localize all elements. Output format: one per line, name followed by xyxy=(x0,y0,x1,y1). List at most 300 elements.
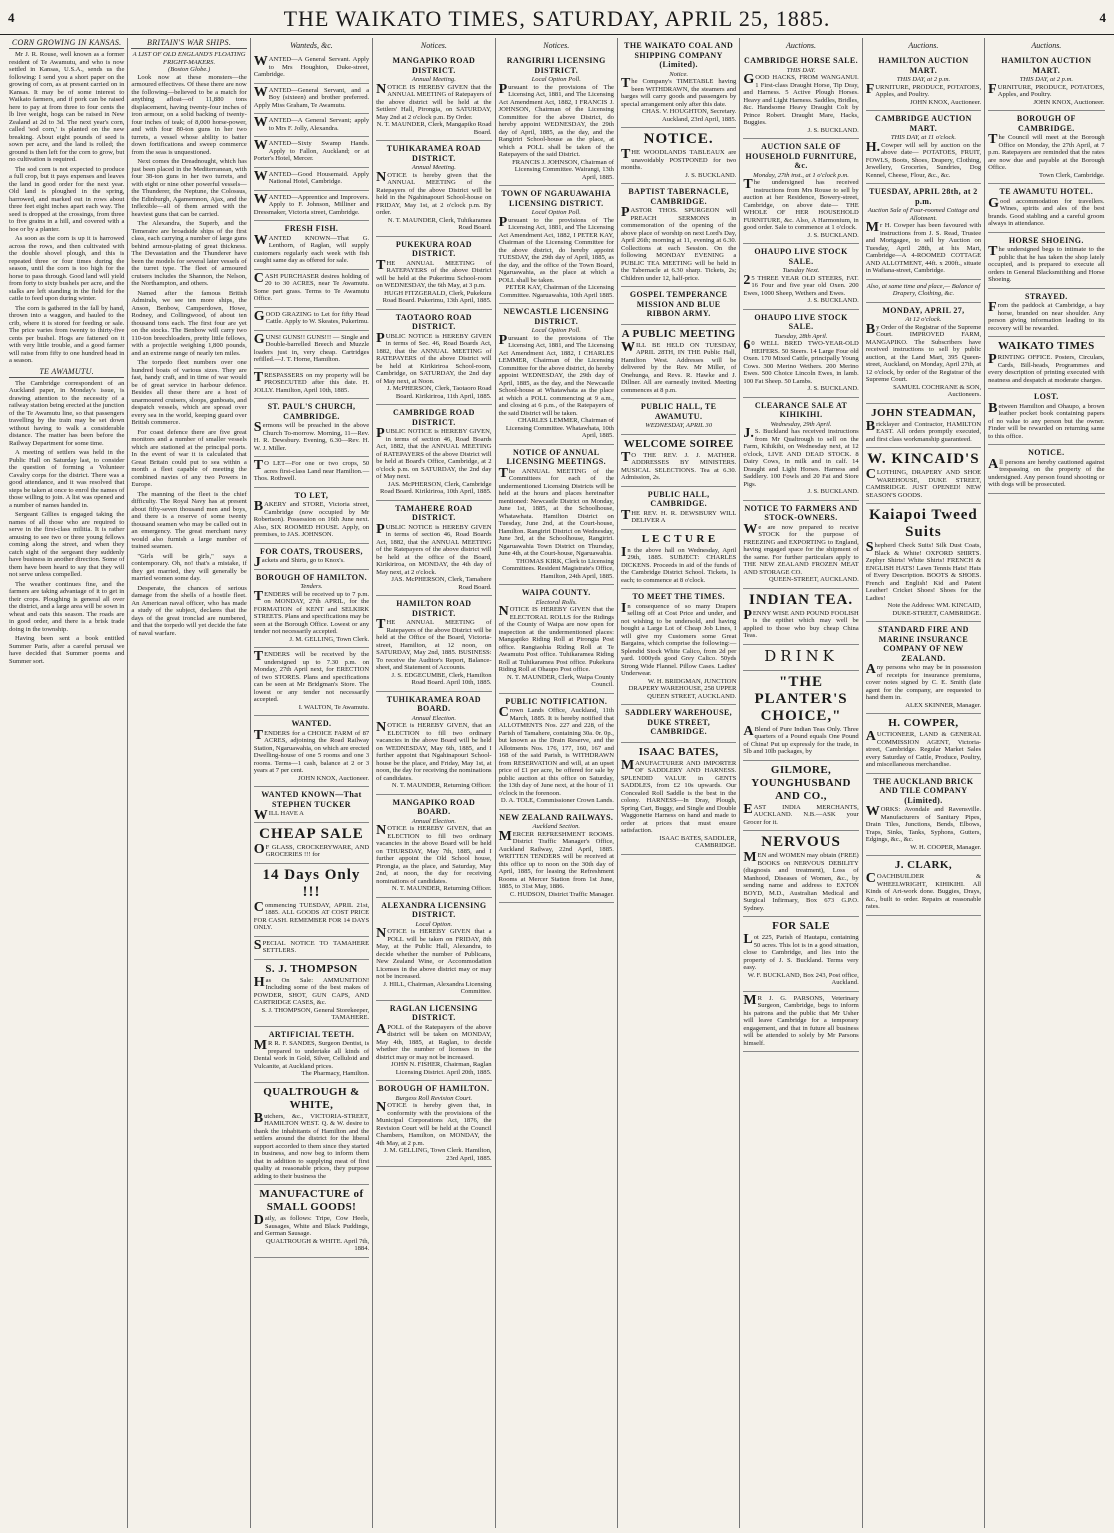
ad-title: DRINK xyxy=(764,646,838,665)
advertisement xyxy=(254,137,369,168)
ad-title: S. J. THOMPSON xyxy=(265,962,358,975)
advertisement xyxy=(988,53,1104,111)
ad-title: PUBLIC NOTIFICATION. xyxy=(505,696,608,706)
ad-body: Commencing TUESDAY, APRIL 21st, 1885. ALL GOODS AT COST PRICE FOR CASH. REMEMBER FOR 14 DAYS ONLY. xyxy=(253,899,370,931)
ad-subtitle: Annual Meeting. xyxy=(411,164,456,171)
advertisement xyxy=(254,648,369,716)
advertisement xyxy=(499,585,614,694)
advertisement xyxy=(743,589,858,645)
ad-title: INDIAN TEA. xyxy=(749,591,854,608)
ad-signature: D. A. TOLE, Commissioner Crown Lands. xyxy=(500,797,614,804)
ad-body: Pursuant to the provisions of The Licensing Act, 1881, and The Licensing Act Amendment Act, 1882, I PETER KAY, Chairman of the Licensing Committee for the above district, do hereby appoint TUESDAY, the 29th day of April, 1885, as the day, and the office of the Town Board, Ngaruawahia, as the place at which a POLL shall be taken. xyxy=(498,214,614,284)
ad-title: TAMAHERE ROAD DISTRICT. xyxy=(395,503,473,522)
ad-body: Good accommodation for travellers. Wines, spirits and ales of the best brands. Good stabling and a careful groom always in attendance. xyxy=(988,195,1105,227)
ad-subtitle: Wednesday, 29th April. xyxy=(770,420,832,428)
ad-title: CLEARANCE SALE AT KIHIKIHI. xyxy=(754,400,848,419)
ad-subtitle: WEDNESDAY, APRIL 30 xyxy=(645,422,713,429)
ad-body: J.S. Buckland has received instructions from Mr Qualtrough to sell on the Farm, Kihikihi, on Wednesday next, at 12 o'clock, LIVE AND DEAD STOCK. 8 Dairy Cows, in milk and in calf. 14 Draught and Light Horses. Harness and Saddlery. 100 Fowls and 20 Fat and Store Pigs. xyxy=(743,426,859,488)
advertisement xyxy=(254,457,369,488)
ad-title: FOR SALE xyxy=(772,920,830,932)
advertisement xyxy=(376,692,491,795)
ad-body: PUBLIC NOTICE is HEREBY GIVEN, in terms of section 46, Road Boards Act, 1882, that the ANNUAL MEETING of RATEPAYERS of the above District will be held at Board's Office, Cambridge, at 2 o'clock p.m. on SATURDAY, the 2nd day of May next. xyxy=(376,426,492,480)
ad-body: PUBLIC NOTICE is HEREBY GIVEN in terms of Sec. 46, Road Boards Act, 1882, that the ANNUAL MEETING of RATEPAYERS of the above District will be held at Kirikiriroa School-room, Cambridge, on SATURDAY, the 2nd day of May next, at Noon. xyxy=(376,330,492,385)
column-c4 xyxy=(373,38,495,1528)
advertisement xyxy=(866,111,981,184)
ad-body: WANTED—General Servant, and a Boy (sixteen) and brother preferred. Apply Miss Graham, Te Awamutu. xyxy=(253,84,370,109)
advertisement xyxy=(866,856,981,916)
article-paragraph: The weather continues fine, and the farmers are taking advantage of it to get in their crops. Ploughing is general all over the district, and a large area will be sown in wheat and oats this season. The roads are in good order, and there is a brisk trade doing in the township. xyxy=(9,580,125,633)
ad-signature: N. T. MAUNDER, Returning Officer. xyxy=(391,885,492,892)
advertisement xyxy=(254,488,369,544)
advertisement xyxy=(621,705,736,743)
ad-title: MANGAPIKO ROAD DISTRICT. xyxy=(392,56,476,75)
ad-body: NOTICE IS HEREBY GIVEN that the ANNUAL MEETING of Ratepayers of the above district will be held at the Settlers' Hall, Pirongia, on SATURDAY, May 2nd at 2 o'clock p.m. By Order. xyxy=(376,81,492,121)
article-heading: CORN GROWING IN KANSAS. xyxy=(9,38,124,49)
ad-body: TENDERS for a CHOICE FARM of 87 ACRES, adjoining the Road Railway Station, Ngaruawahia, on which are erected Dwelling-house of one 5 rooms and one 3 rooms. Terms—1 cash, balance at 2 or 3 years at 7 per cent. xyxy=(253,727,370,774)
ad-title: MANGAPIKO ROAD BOARD. xyxy=(392,797,476,816)
article-paragraph: The torpedo fleet numbers over one hundred boats of various sizes. They are fast, handy craft, and in time of war would be of great service in harbour defence. Besides all these there are a host of unarmoured cruisers, sloops, gunboats, and despatch vessels, which are spread over every sea in the world, keeping guard over British commerce. xyxy=(131,359,247,426)
ad-body: GOOD HACKS, FROM WANGANUI. 1 First-class Draught Horse, Tip Dray, and Harness. 5 Active Plough Horses. Heavy and Light Harness. Saddles, Bridles, &c. Handsome Heavy Draught Colt by Prince Robert. Draught Mare, Hacks, Buggies. xyxy=(743,72,859,126)
ad-subtitle: Local Option Poll. xyxy=(531,327,581,334)
ad-signature: J. McPHERSON, Clerk, Taotaoro Road Board. Kirikiriroa, 11th April, 1885. xyxy=(386,385,492,400)
advertisement xyxy=(254,1027,369,1083)
ad-signature: J. HILL, Chairman, Alexandra Licensing Committee. xyxy=(383,980,492,995)
advertisement xyxy=(743,645,858,671)
ad-title: NEW ZEALAND RAILWAYS. xyxy=(499,812,614,822)
ad-body: COACHBUILDER & WHEELWRIGHT, KIHIKIHI. All Kinds of Art-work done. Buggies, Drays, &c., built to order. Repairs at reasonable rates. xyxy=(865,871,982,910)
ad-title: FOR COATS, TROUSERS, xyxy=(260,546,363,556)
advertisement xyxy=(254,168,369,191)
ad-title: THE AUCKLAND BRICK AND TILE COMPANY (Limited). xyxy=(873,776,974,805)
ad-title: NERVOUS xyxy=(761,834,841,850)
ad-subtitle: Local Option. xyxy=(415,920,453,928)
ad-title: HAMILTON ROAD DISTRICT. xyxy=(396,599,472,618)
advertisement xyxy=(254,331,369,369)
ad-body: THE ANNUAL MEETING of Ratepayers of the above District will be held at the Office of the Board, Victoria-street, Hamilton, at 12 noon, on SATURDAY, May 2nd, 1885. BUSINESS: To receive the Auditor's Report, Balance-sheet, and Statement of Accounts. xyxy=(376,617,492,671)
ad-body: FURNITURE, PRODUCE, POTATOES, Apples, and Poultry. xyxy=(988,81,1105,98)
ad-title: WANTED KNOWN—That STEPHEN TUCKER xyxy=(261,790,362,809)
article-paragraph: Look now at these monsters—the armoured effectives. Of these there are now the following—believed to be a match for anything afloat—of 11,880 tons displacement, having twenty-four inches of iron armour, on a solid backing of twenty-four inches of teak; of 8,000 horse-power, and with four 80-ton guns in her two turrets, a vessel whose ability to batter down fortifications and sweep commerce from the seas is unquestioned. xyxy=(131,73,247,156)
article-paragraph: The Cambridge correspondent of an Auckland paper, in Monday's issue, is drawing attention to the necessity of a railway station being erected at the junction of the Te Awamutu line, so that passengers travelling by the train may be set down without having to walk a considerable distance. The matter has been before the Railway Department for some time. xyxy=(9,379,125,447)
advertisement xyxy=(621,184,736,287)
ad-signature: C. HUDSON, District Traffic Manager. xyxy=(509,890,614,898)
advertisement xyxy=(866,184,981,280)
ad-title: ST. PAUL'S CHURCH, CAMBRIDGE. xyxy=(267,402,356,421)
column-c9 xyxy=(985,38,1107,1528)
advertisement xyxy=(254,191,369,222)
ad-body: All persons are hereby cautioned against trespassing on the property of the undersigned. Any person found shooting or with dogs will be prosecuted. xyxy=(988,456,1105,488)
ad-body: Between Hamilton and Ohaupo, a brown leather pocket book containing papers of no value to any person but the owner. Finder will be rewarded on returning same to this office. xyxy=(988,400,1105,440)
ad-title: OHAUPO LIVE STOCK SALE. xyxy=(754,312,848,331)
ad-signature: ISAAC BATES, SADDLER, CAMBRIDGE. xyxy=(659,834,737,849)
column-c6 xyxy=(618,38,740,1528)
ad-body: 60 WELL BRED TWO-YEAR-OLD HEIFERS. 50 Steers. 14 Large Four old Oxen. 170 Mixed Cattle, principally Young Cows. 300 Merino Wethers. 200 Merino Ewes. 500 Choice Lincoln Ewes, in lamb. 100 Fat Sheep. 50 Lambs. xyxy=(743,338,859,385)
advertisement xyxy=(376,405,491,501)
ad-signature: CHARLES LEMMER, Chairman of Licensing Committee. Whatawhata, 10th April, 1885. xyxy=(505,417,614,439)
advertisement xyxy=(621,38,736,128)
ad-body: Lot 225, Parish of Hautapu, containing 50 acres. This lot is in a good situation, close to Cambridge, and lies into the property of J. S. Buckland. Terms very easy. xyxy=(743,932,859,971)
advertisement xyxy=(499,186,614,304)
ad-title: W. KINCAID'S xyxy=(867,451,980,467)
ad-title: AUCTION SALE OF HOUSEHOLD FURNITURE, &c. xyxy=(745,142,857,170)
advertisement xyxy=(988,184,1104,233)
article-heading: BRITAIN'S WAR SHIPS. xyxy=(131,38,246,49)
article-subheading: A LIST OF OLD ENGLAND'S FLOATING FRIGHT-MAKERS. xyxy=(132,51,246,66)
ad-signature: J. M. GELLING, Town Clerk. xyxy=(289,635,370,643)
section-heading: Wanteds, &c. xyxy=(290,41,333,50)
advertisement xyxy=(254,716,369,787)
ad-body: Any persons who may be in possession of receipts for insurance premiums, cover notes signed by C. E. Smith (late agent for the company, are requested to hand them in. xyxy=(865,662,982,701)
ad-signature: J. S. BUCKLAND. xyxy=(685,171,737,179)
section-heading: Notices. xyxy=(543,41,570,50)
advertisement xyxy=(988,111,1104,184)
advertisement xyxy=(376,237,491,310)
ad-title: STANDARD FIRE AND MARINE INSURANCE COMPANY OF NEW ZEALAND. xyxy=(878,625,969,663)
advertisement xyxy=(743,139,858,244)
ad-signature: JOHN N. FISHER, Chairman, Raglan Licensing District. April 20th, 1885. xyxy=(391,1061,492,1076)
ad-title: WAIPA COUNTY. xyxy=(521,588,591,597)
ad-body: The Council will meet at the Borough Office on Monday, the 27th April, at 7 p.m. Ratepayers are reminded that the rates are now due and payable at the Borough Office. xyxy=(988,132,1105,171)
advertisement xyxy=(743,917,858,992)
ad-title: NOTICE. xyxy=(643,131,714,147)
ad-body: Shepherd Check Suits! Silk Dust Coats, Black & White! OXFORD SHIRTS. Zephyr Shirts! White Shirts! FRENCH & ENGLISH HATS! Lawn Tennis Hats! Hats of Every Description. BOOTS & SHOES. French and English! Kid and Patent Leather! Cricket Shoes! Shoes for the Ladies! xyxy=(865,540,982,602)
ad-signature: N. T. MAUNDER, Clerk, Waipa County Council. xyxy=(506,673,614,688)
advertisement xyxy=(743,501,858,589)
advertisement xyxy=(743,53,858,139)
ad-body: Pursuant to the provisions of The Licensing Act, 1881, and The Licensing Act Amendment Act, 1882, I CHARLES LEMMER, Chairman of the Licensing Committee for the above district, do hereby appoint WEDNESDAY, the 29th day of April, 1885, as the day, and the Newcastle School-house at Whatawhata as the place at which a POLL commencing at 9 a.m., and closing at 6 p.m., of the Ratepayers of the said District will be taken. xyxy=(498,332,614,417)
article-paragraph: Sergeant Gillies is engaged taking the names of all those who are required to serve in the first-class militia. It is rather amusing to see two or three young fellows coming along the street, and when they catch sight of the sergeant they suddenly have business in another direction. Some of them have been heard to say that they will not serve unless compelled. xyxy=(9,511,125,578)
advertisement xyxy=(866,280,981,303)
ad-title: NEWCASTLE LICENSING DISTRICT. xyxy=(503,307,610,326)
page-number-left: 4 xyxy=(8,10,15,25)
ad-body: FURNITURE, PRODUCE, POTATOES, Apples, and Poultry. xyxy=(865,81,982,98)
ad-body: PASTOR THOS. SPURGEON will PREACH SERMONS in commemoration of the opening of the above place of worship on next Lord's Day, April 26th; morning at 11, evening at 6.30. Collections at each Session. On the following MONDAY EVENING a PUBLIC TEA MEETING will be held in the Tabernacle at 6.30 sharp. Tickets, 2s; Children under 12, half-price. xyxy=(620,205,737,282)
advertisement xyxy=(988,289,1104,338)
advertisement xyxy=(254,787,369,823)
column-c5 xyxy=(496,38,618,1528)
advertisement xyxy=(988,445,1104,494)
advertisement xyxy=(621,435,736,487)
advertisement xyxy=(254,399,369,457)
ad-body: Pursuant to the provisions of The Licensing Act, 1881, and The Licensing Act Amendment Act, 1882, I FRANCIS J. JOHNSON, Chairman of the Licensing Committee for the above District, do hereby appoint WEDNESDAY, the 29th day of April, 1885, as the day, and the Rangiriri School-house as the place, at which a POLL shall be taken of the Ratepayers of the said District. xyxy=(498,81,614,158)
ad-title: FRESH FISH. xyxy=(284,224,339,233)
ad-body: THE ANNUAL MEETING of RATEPAYERS of the above District will be held at the Pukerimu School-room on WEDNESDAY, the 6th May, at 3 p.m. xyxy=(376,257,492,289)
ad-title: SADDLERY WAREHOUSE, DUKE STREET, CAMBRIDGE. xyxy=(625,708,733,736)
ad-body: PRINTING OFFICE. Posters, Circulars, Cards, Bill-heads, Programmes and every description of printing executed with neatness and despatch at moderate charges. xyxy=(988,352,1105,384)
column-c3 xyxy=(251,38,373,1528)
ad-signature: HUGH FITZGERALD, Clerk, Pukekura Road Board. Pukerimu, 13th April, 1885. xyxy=(382,289,492,304)
ad-signature: JAS. McPHERSON, Clerk, Cambridge Road Board. Kirikiriroa, 10th April, 1885. xyxy=(380,480,492,495)
ad-signature: W. H. COOPER, Manager. xyxy=(910,843,982,851)
ad-signature: J. S. EDGECUMBE, Clerk, Hamilton Road Board. April 10th, 1885. xyxy=(391,671,492,686)
ad-signature: QUALTROUGH & WHITE. April 7th, 1884. xyxy=(265,1237,370,1252)
advertisement xyxy=(621,530,736,590)
advertisement xyxy=(254,960,369,1027)
ad-body: NOTICE is HEREBY GIVEN that a POLL will be taken on FRIDAY, 8th May, at the Public Hall, Alexandra, to decide whether the number of Publicans, New Zealand Wine, or Accommodation Licenses in the above district may or may not be increased. xyxy=(376,926,492,980)
advertisement xyxy=(499,445,614,586)
ad-title: TAOTAORO ROAD DISTRICT. xyxy=(395,312,472,331)
article-paragraph: The manning of the fleet is the chief difficulty. The Royal Navy has at present about fifty-seven thousand men and boys, and there is a reserve of some twenty thousand seamen who may be called out in an emergency. The great merchant navy would also furnish a large number of trained seamen. xyxy=(131,490,247,550)
ad-title: TOWN OF NGARUAWAHIA LICENSING DISTRICT. xyxy=(501,189,612,208)
ad-title: JOHN STEADMAN, xyxy=(871,406,976,419)
ad-title: PUBLIC HALL, TE AWAMUTU. xyxy=(640,402,717,421)
ad-title: HAMILTON AUCTION MART. xyxy=(878,56,969,75)
ad-subtitle: THIS DAY, at 2 p.m. xyxy=(896,76,951,83)
advertisement xyxy=(254,1185,369,1258)
ad-body: By Order of the Registrar of the Supreme Court. IMPROVED FARM, MANGAPIKO. The Subscribers have received instructions to sell by public auction, at the Land Mart, 395 Queen-street, Auckland, on Monday, April 27th, at 12 o'clock, by order of the Registrar of the Supreme Court. xyxy=(865,321,982,383)
ad-signature: QUEEN-STREET, AUCKLAND. xyxy=(768,576,859,583)
ad-title: GILMORE, YOUNGHUSBAND AND CO., xyxy=(751,763,851,802)
advertisement xyxy=(254,823,369,864)
advertisement xyxy=(866,404,981,449)
ad-subtitle: Annual Meeting. xyxy=(411,76,456,83)
advertisement xyxy=(376,898,491,1001)
ad-title: BAPTIST TABERNACLE, CAMBRIDGE. xyxy=(628,187,729,206)
advertisement xyxy=(254,84,369,115)
ad-body: In the above hall on Wednesday, April 29th, 1885. SUBJECT: CHARLES DICKENS. Proceeds in aid of the funds of the Cambridge District School. Tickets, 1s each; to commence at 8 o'clock. xyxy=(620,544,737,584)
section-heading: Auctions. xyxy=(908,41,939,50)
ad-subtitle: Local Option Poll. xyxy=(531,209,581,216)
ad-subtitle: THIS DAY. xyxy=(786,66,816,74)
ad-body: EAST INDIA MERCHANTS, AUCKLAND. N.B.—ASK your Grocer for it. xyxy=(743,801,859,826)
ad-body: Butchers, &c., VICTORIA-STREET, HAMILTON WEST. Q. & W. desire to thank the inhabitants of Hamilton and the settlers around the district for the liberal support accorded to them since they started in business, and now beg to inform them that in addition to supplying meat of first quality at reasonable prices, they purpose adding to their business the xyxy=(253,1110,370,1180)
ad-body: NOTICE IS HEREBY GIVEN that the ELECTORAL ROLLS for the Ridings of the County of Waipa are now open for inspection at the undermentioned places: Mangapiko Riding Roll at Pirongia Post office. Rangiaohia Riding Roll at Te Awamutu Post office. Tuhikaramea Riding Roll at Tuhikaramea Post office. Pukekura Riding Roll at Ohaupo Post office. xyxy=(498,604,614,673)
ad-signature: CHAS. V. HOUGHTON, Secretary. Auckland, 23rd April, 1885. xyxy=(641,108,737,123)
ad-signature: W. H. BRIDGMAN, JUNCTION DRAPERY WAREHOUSE, 258 UPPER QUEEN STREET, AUCKLAND. xyxy=(628,677,737,700)
ad-title: HORSE SHOEING. xyxy=(1008,235,1084,245)
ad-subtitle: Annual Election. xyxy=(411,714,457,722)
ad-subtitle: Tuesday Next. xyxy=(782,267,820,274)
ad-title: ISAAC BATES, xyxy=(638,745,719,758)
advertisement xyxy=(743,992,858,1053)
ad-title: WELCOME SOIREE xyxy=(623,437,734,450)
column-c2 xyxy=(128,38,250,1528)
article-paragraph: "Girls will be girls," says a contemporary. Oh, no! that's a mistake, if they get married, they will generally be married women some day. xyxy=(131,552,247,582)
advertisement xyxy=(621,325,736,400)
ad-title: BOROUGH OF CAMBRIDGE. xyxy=(1016,114,1076,133)
ad-body: WILL BE HELD ON TUESDAY, APRIL 28TH, IN THE Public Hall, Hamilton West. Addresses will be delivered by the Rev. Mr Miller, of Onehunga, and Revs. R. Hawke and J. Dillner. All are earnestly invited. Meeting commences at 8 p.m. xyxy=(620,339,737,394)
ad-body: NOTICE is hereby given that the ANNUAL MEETING of the Ratepayers of the above District will be held in the Ngahinapouri School-house on FRIDAY, May 1st, at 2 o'clock p.m. By order. xyxy=(376,169,492,216)
ad-subtitle: Annual Election. xyxy=(411,817,457,825)
advertisement xyxy=(254,937,369,960)
ad-signature: I. WALTON, Te Awamutu. xyxy=(298,703,370,711)
ad-body: GUNS! GUNS!! GUNS!!! — Single and Double-barrelled Breech and Muzzle loaders just in, very cheap. Cartridges refilled.—J. T. Horne, Hamilton. xyxy=(253,331,370,363)
ad-title: CAMBRIDGE AUCTION MART. xyxy=(875,114,972,133)
advertisement xyxy=(621,487,736,530)
advertisement xyxy=(988,233,1104,289)
ad-body: Sermons will be preached in the above Church To-morrow. Morning, 11—Rev. H. R. Dewsbury. Evening, 6.30—Rev. H. W. J. Miller. xyxy=(253,420,370,452)
ad-body: OF GLASS, CROCKERYWARE, AND GROCERIES !!! for xyxy=(253,841,370,858)
ad-body: PENNY WISE AND POUND FOOLISH is the epithet which may well be applied to those who buy cheap China Teas. xyxy=(743,607,859,639)
ad-title: L E C T U R E xyxy=(641,532,716,545)
article-paragraph: For coast defence there are five great monitors and a number of smaller vessels which are stationed at the principal ports. In the event of war it is calculated that Great Britain could put to sea within a month a fleet capable of meeting the combined navies of any two Powers in Europe. xyxy=(131,428,247,488)
ad-body: ABlend of Pure Indian Teas Only. Three quarters of a Pound equals One Pound of China! Put up expressly for the trade, in 5lb and 10lb packages, by xyxy=(743,723,859,755)
advertisement xyxy=(621,128,736,184)
ad-body: NOTICE is HEREBY GIVEN, that an ELECTION to fill two ordinary vacancies in the above Board will be held on THURSDAY, May 7th, 1885, and I further appoint the Old School house, Pirongia, as the place, and Saturday, May 2nd, at noon, the day for receiving nominations of candidates. xyxy=(376,823,492,885)
advertisement xyxy=(866,774,981,857)
advertisement xyxy=(376,141,491,237)
ad-title: MONDAY, APRIL 27, xyxy=(882,305,965,315)
ad-signature: S. J. THOMPSON, General Storekeeper, TAMAHERE. xyxy=(261,1006,370,1021)
ad-subtitle: THIS DAY, at 11 o'clock. xyxy=(890,134,956,141)
ad-body: In consequence of so many Drapers selling off at Cost Price and under, and not wishing to be undersold, and having bought a Large Lot of Cheap Job Lines, I will give my Customers some Great Bargains, which comprise the following:— Splendid Stock White Calico, from 2d per yard. 1000yds good Grey Calico. 50yds Strong Wide Flannel. Pillow Cases. Ladies' Underwear. xyxy=(620,600,737,677)
ad-body: Daily, as follows: Tripe, Cow Heels, Sausages, White and Black Puddings, and German Sausage. xyxy=(253,1213,370,1237)
ad-signature: JOHN KNOX, Auctioneer. xyxy=(910,98,982,106)
ad-signature: J. S. BUCKLAND. xyxy=(807,126,859,134)
ad-title: THE WAIKATO COAL AND SHIPPING COMPANY (Limited). xyxy=(624,41,734,69)
advertisement xyxy=(866,53,981,111)
ad-title: 14 Days Only !!! xyxy=(262,866,361,900)
advertisement xyxy=(621,399,736,435)
ad-body: The Company's TIMETABLE having been WITHDRAWN, the steamers and barges will carry goods and passengers by special arrangement only after this date. xyxy=(620,76,737,108)
ad-title: ALEXANDRA LICENSING DISTRICT. xyxy=(381,900,487,919)
ad-signature: FRANCIS J. JOHNSON, Chairman of Licensing Committee. Wairangi, 13th April, 1885. xyxy=(512,158,614,181)
advertisement xyxy=(254,369,369,400)
ad-title: CHEAP SALE xyxy=(259,825,364,842)
advertisement xyxy=(376,596,491,692)
ad-title: TE AWAMUTU HOTEL. xyxy=(999,187,1094,196)
ad-title: ARTIFICIAL TEETH. xyxy=(268,1029,355,1039)
ad-body: SPECIAL NOTICE TO TAMAHERE SETTLERS. xyxy=(253,937,370,954)
ad-title: BOROUGH OF HAMILTON. xyxy=(255,572,367,582)
column-c7 xyxy=(740,38,862,1528)
ad-signature: N. T. MAUNDER, Clerk, Tuhikaramea Road Board. xyxy=(387,216,492,231)
advertisement xyxy=(866,622,981,714)
advertisement xyxy=(743,310,858,398)
ad-signature: SAMUEL COCHRANE & SON, Auctioneers. xyxy=(893,383,982,398)
ad-body: THE WOODLANDS TABLEAUX are unavoidably POSTPONED for two months. xyxy=(620,147,737,171)
article-paragraph: Named after the famous British Admirals, we see ten more ships, the Anson, Benbow, Camperdown, Howe, Rodney, and Collingwood, of about ten thousand tons each. The first four are yet on the stocks. The Benbow will carry two 110-ton breechloaders, pretty little fellows, with a projectile weighing 1,800 pounds, and an extreme range of nearly ten miles. xyxy=(131,289,247,357)
ad-title: PUBLIC HALL, CAMBRIDGE. xyxy=(647,489,710,508)
ad-title: MANUFACTURE of SMALL GOODS! xyxy=(259,1188,364,1213)
advertisement xyxy=(376,1081,491,1167)
ad-body: NOTICE is HEREBY GIVEN, that an ELECTION to fill two ordinary vacancies in the above Board will be held on WEDNESDAY, May 6th, 1885, and I further appoint that Ngahinapouri School-house be the place, and Friday, May 1st, at noon, the day for receiving the nominations of candidates. xyxy=(376,720,492,782)
ad-body: MERCER REFRESHMENT ROOMS. District Traffic Manager's Office, Auckland Railway, 22nd April, 1885. WRITTEN TENDERS will be received at this office up to noon on the 30th day of April, 1885, for leasing the Refreshment Rooms at Mercer Station from 1st June, 1885, to 31st May, 1886. xyxy=(498,828,614,890)
ad-subtitle: Tenders. xyxy=(300,583,323,590)
advertisement xyxy=(376,795,491,898)
ad-subtitle: Monday, 27th inst., at 1 o'clock p.m. xyxy=(753,171,849,179)
ad-title: H. COWPER, xyxy=(888,717,959,729)
ad-body: GOOD GRAZING to Let for fifty Head Cattle. Apply to W. Skeates, Pukerimu. xyxy=(253,308,370,325)
advertisement xyxy=(621,287,736,325)
advertisement xyxy=(254,1083,369,1186)
ad-body: WORKS: Avondale and Ravensville. Manufacturers of Sanitary Pipes, Drain Tiles, Junctions, Bends, Elbows, Traps, Sinks, Tanks, Syphons, Gutters, Edgings, &c., &c. xyxy=(865,804,982,843)
ad-body: THE REV. H. R. DEWSBURY WILL DELIVER A xyxy=(620,507,737,524)
ad-title: WANTED. xyxy=(291,719,332,728)
ad-signature: J. S. BUCKLAND. xyxy=(807,297,859,304)
ad-signature: W. F. BUCKLAND, Box 243, Post office, Auckland. xyxy=(747,971,859,986)
advertisement xyxy=(499,53,614,186)
advertisement xyxy=(743,671,858,761)
ad-body: We are now prepared to receive STOCK for the purpose of FREEZING and EXPORTING to England, having engaged space for the shipment of the same. For further particulars apply to THE NEW ZEALAND FROZEN MEAT AND STORAGE CO. xyxy=(743,521,859,576)
advertisement xyxy=(499,694,614,810)
ad-signature: Note the Address: WM. KINCAID, DUKE-STREET, CAMBRIDGE. xyxy=(887,602,982,617)
ad-body: PUBLIC NOTICE is HEREBY GIVEN in terms of section 46, Road Boards Act, 1882, that the ANNUAL MEETING of the Ratepayers of the above district will be held at the office of the Board, Kirikiriroa, on MONDAY, the 4th day of May next, at 2 o'clock. xyxy=(376,521,492,576)
ad-signature: JAS. McPHERSON, Clerk, Tamahere Road Board. xyxy=(391,576,492,591)
ad-body: WANTED—A General Servant; apply to Mrs F. Jolly, Alexandra. xyxy=(253,115,370,132)
ad-subtitle: THIS DAY, at 2 p.m. xyxy=(1019,76,1074,83)
ad-body: WANTED—Sixty Swamp Hands. Apply to Fallon, Auckland; or at Porter's Hotel, Mercer. xyxy=(253,138,370,162)
article-paragraph: The corn is gathered in the fall by hand, thrown into a waggon, and hauled to the crib, where it is stored for feeding or sale. The price varies from twenty to thirty-five cents per bushel. Hogs are fattened on it with very little trouble, and a good farmer will raise from fifty to one hundred head in a season. xyxy=(9,304,125,364)
ad-subtitle: Also, at same time and place,— Balance of Drapery, Clothing, &c. xyxy=(866,282,981,297)
masthead xyxy=(0,4,1114,35)
ad-body: 25 THREE YEAR OLD STEERS, FAT. 16 Four and five year old Oxen. 200 Ewes, 1000 Sheep, Wethers and Ewes. xyxy=(743,272,859,297)
ad-signature: J. S. BUCKLAND. xyxy=(807,385,859,392)
ad-signature: J. M. GELLING, Town Clerk. Hamilton, 23rd April, 1885. xyxy=(383,1147,492,1162)
ad-title: CAMBRIDGE HORSE SALE. xyxy=(744,56,859,65)
ad-body: TO LET—For one or two crops, 50 acres first-class Land near Hamilton.—Thos. Rothwell. xyxy=(253,458,370,482)
ad-subtitle: Local Option Poll. xyxy=(531,76,581,83)
section-heading: Notices. xyxy=(420,41,447,50)
ad-body: WILL HAVE A xyxy=(253,808,304,823)
ad-title: STRAYED. xyxy=(1024,291,1068,301)
column-c8 xyxy=(863,38,985,1528)
ad-signature: The Pharmacy, Hamilton. xyxy=(301,1070,370,1077)
advertisement xyxy=(254,53,369,84)
article-paragraph: The sod corn is not expected to produce a full crop, but it pays expenses and leaves the land in good order for the next year. Old land is ploughed in the spring, harrowed, and marked out in rows about three feet eight inches apart each way. The seed is dropped at the crossings, from three to five grains in a hill, and covered with a hoe or by a planter. xyxy=(9,165,125,233)
advertisement xyxy=(254,308,369,331)
ad-signature: ALEX SKINNER, Manager. xyxy=(905,701,982,709)
ad-body: The undersigned begs to intimate to the public that he has taken the shop lately occupied, and is prepared to execute all orders in General Blacksmithing and Horse Shoeing. xyxy=(988,244,1105,283)
advertisement xyxy=(866,714,981,774)
advertisement xyxy=(743,398,858,501)
advertisement xyxy=(376,310,491,406)
ad-title: TO LET, xyxy=(294,490,329,500)
ad-body: BAKERY and STORE, Victoria street, Cambridge (now occupied by Mr Robertson). Possession on 16th June next. Also, SIX ROOMED HOUSE. Apply, on premises, to JAS. JOHNSON. xyxy=(253,499,370,538)
page-number-right: 4 xyxy=(1099,10,1106,25)
ad-body: The undersigned has received instructions from Mrs Rouse to sell by auction at her Residence, Bowery-street, Cambridge, on above date— THE WHOLE OF HER HOUSEHOLD FURNITURE, &c. Also, A Harmonium, in good order. Sale to commence at 1 o'clock. xyxy=(743,177,859,231)
ad-title: BOROUGH OF HAMILTON. xyxy=(378,1084,490,1093)
ad-title: RAGLAN LICENSING DISTRICT. xyxy=(389,1003,478,1022)
ad-title: WAIKATO TIMES xyxy=(998,340,1095,352)
advertisement xyxy=(988,337,1104,389)
ad-title: PUKEKURA ROAD DISTRICT. xyxy=(395,239,472,258)
ad-signature: PETER KAY, Chairman of the Licensing Committee. Ngaruawahia, 10th April 1885. xyxy=(499,284,614,299)
ad-body: WANTED—A General Servant. Apply to Mrs Houghton, Duke-street, Cambridge. xyxy=(253,54,370,78)
advertisement xyxy=(621,743,736,855)
ad-body: Bricklayer and Contractor, HAMILTON EAST. All orders promptly executed, and first class workmanship guaranteed. xyxy=(865,418,982,443)
ad-title: NOTICE. xyxy=(1028,448,1065,457)
column-c1 xyxy=(6,38,128,1528)
ad-subtitle: Tuesday, 28th April. xyxy=(774,332,828,340)
ad-body: TENDERS will be received up to 7 p.m. on MONDAY, 27th APRIL, for the FORMATION of KENT and SELKIRK STREETS. Plans and specifications may be seen at the Borough Office. Lowest or any tender not necessarily accepted. xyxy=(253,588,370,635)
ad-body: MR J. G. PARSONS, Veterinary Surgeon, Cambridge, begs to inform his patrons and the public that Mr Usher will leave Cambridge for a temporary engagement, and that in future all business will be attended to solely by Mr Parsons himself. xyxy=(743,992,859,1047)
article-subheading: (Boston Globe.) xyxy=(168,66,211,73)
ad-title: TUHIKARAMEA ROAD BOARD. xyxy=(386,694,481,713)
ad-title: J. CLARK, xyxy=(894,859,952,871)
ad-title: NOTICE OF ANNUAL LICENSING MEETINGS. xyxy=(506,447,607,466)
article-paragraph: Desperate, the chances of serious damage from the shells of a hostile fleet. An American naval officer, who has made a study of the subject, declares that the days of the great ironclad are numbered, and that the torpedo will yet decide the fate of naval warfare. xyxy=(131,584,247,637)
ad-signature: JOHN KNOX, Auctioneer. xyxy=(1033,98,1105,106)
article-paragraph: Mr J. R. Rouse, well known as a former resident of Te Awamutu, and who is now settled in Kansas, U.S.A., sends us the following: I send you a short paper on the growing of corn, as at present carried on in Kansas. It may be of some interest to Waikato farmers, and if pork can be raised here to pay at from three to four cents the lb live weight, hogs can be raised in New Zealand at 2d to 3d. The next year's corn, called 'sod corn,' is planted on the new breaking. About eight pounds of seed is sown per acre, and the land is rolled; the ground is then left for the corn to grow, but no cultivation is required. xyxy=(9,51,125,163)
newspaper-title: THE WAIKATO TIMES, SATURDAY, APRIL 25, 1885. xyxy=(283,6,831,31)
advertisement xyxy=(866,448,981,504)
ad-subtitle: Auction Sale of Four-roomed Cottage and Allotment. xyxy=(867,207,979,222)
ad-body: AUCTIONEER, LAND & GENERAL COMMISSION AGENT, Victoria-street, Cambridge. Regular Market Sales every Saturday of Cattle, Produce, Poultry, and miscellaneous merchandise. xyxy=(865,729,982,768)
ad-title: TUHIKARAMEA ROAD DISTRICT. xyxy=(386,144,481,163)
advertisement xyxy=(866,504,981,622)
ad-signature: J. S. BUCKLAND. xyxy=(807,231,859,239)
ad-title: GOSPEL TEMPERANCE MISSION AND BLUE RIBBON ARMY. xyxy=(629,290,728,318)
ad-body: TENDERS will be received by the undersigned up to 7.30 p.m. on Monday, 27th April next, for ERECTION of two STORES. Plans and specifications can be seen at Mr Bridgman's Store. The lowest or any tender not necessarily accepted. xyxy=(253,649,370,703)
article-paragraph: A meeting of settlers was held in the Public Hall on Saturday last, to consider the question of forming a Volunteer Cavalry corps for the district. There was a good attendance, and it was resolved that steps be taken at once to enrol the names of those willing to join. A list was opened and a number of names handed in. xyxy=(9,449,125,509)
advertisement xyxy=(376,53,491,141)
ad-body: MEN and WOMEN may obtain (FREE) BOOKS on NERVOUS DEBILITY (diagnosis and treatment), Loss of Manhood, Diseases of Women, &c., by sending name and address to EXTON BOYD, M.D., Australian Medical and Surgical Infirmary, Box 673 G.P.O. Sydney. xyxy=(743,850,859,912)
ad-body: From the paddock at Cambridge, a bay horse, branded on near shoulder. Any person giving information leading to its recovery will be rewarded. xyxy=(988,300,1105,332)
advertisement xyxy=(743,831,858,917)
ad-body: Crown Lands Office, Auckland, 11th March, 1885. It is hereby notified that ALLOTMENTS Nos. 227 and 228, of the Parish of Tamahere, containing 30a. 0r. 0p., but known as the Drain Reserve, and the Allotments Nos. 176, 177, 160, 167 and 168 of the said Parish, is WITHDRAWN from RESERVATION and will, at an upset price of £1 per acre, be offered for sale by public auction at this office on Saturday, the 13th day of June next, at the hour of 11 o'clock in the forenoon. xyxy=(498,705,614,797)
advertisement xyxy=(254,270,369,308)
